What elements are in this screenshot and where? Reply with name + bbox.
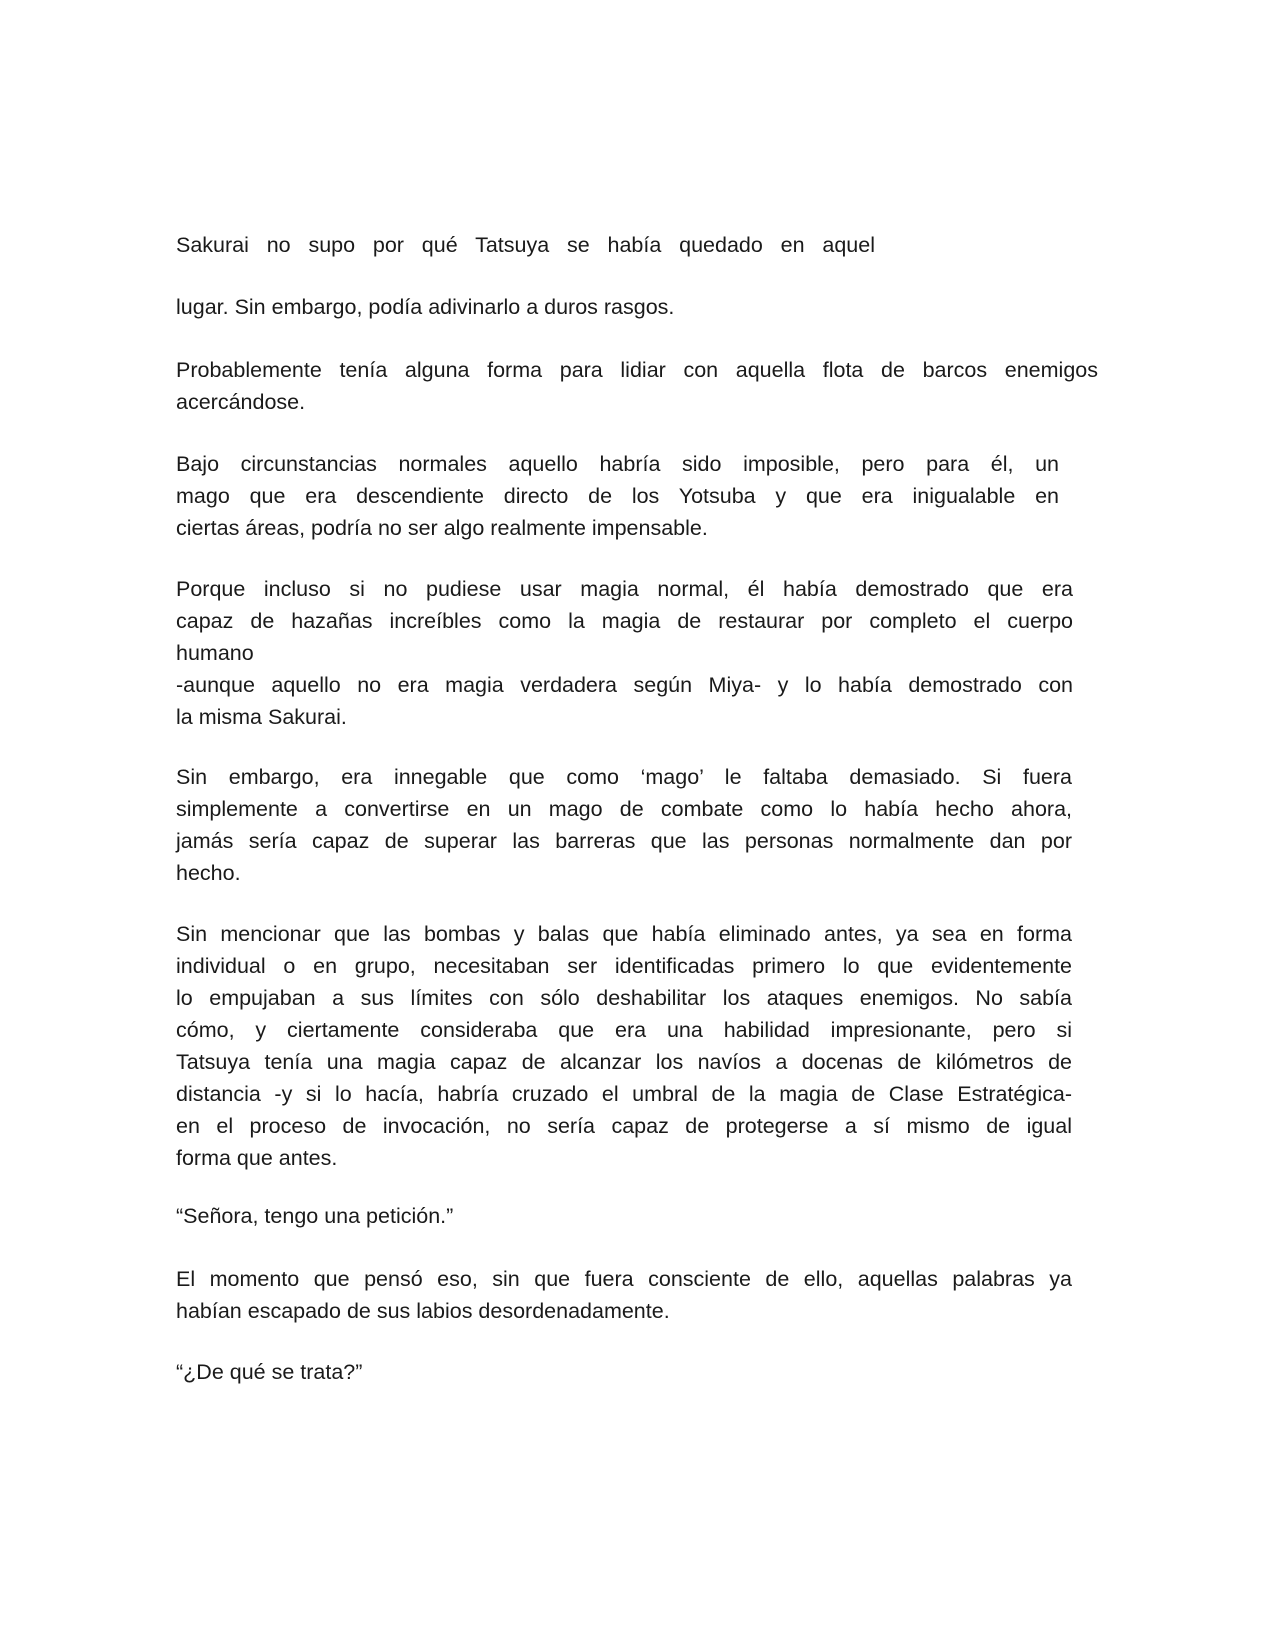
text-line: en el proceso de invocación, no sería capaz de protegerse a sí mismo de igual bbox=[176, 1114, 1072, 1138]
text-line: Probablemente tenía alguna forma para lidiar con aquella flota de barcos enemigos bbox=[176, 358, 1098, 382]
paragraph bbox=[176, 448, 1059, 544]
paragraph bbox=[176, 761, 1072, 889]
text-line: Sin mencionar que las bombas y balas que había eliminado antes, ya sea en forma bbox=[176, 922, 1072, 946]
text-line: humano bbox=[176, 641, 254, 665]
text-line: capaz de hazañas increíbles como la magia de restaurar por completo el cuerpo bbox=[176, 609, 1073, 633]
paragraph bbox=[176, 291, 876, 323]
paragraph bbox=[176, 1263, 1072, 1327]
text-line: ciertas áreas, podría no ser algo realmente impensable. bbox=[176, 516, 708, 540]
text-line: lugar. Sin embargo, podía adivinarlo a duros rasgos. bbox=[176, 295, 675, 319]
text-line: hecho. bbox=[176, 861, 241, 885]
text-line: jamás sería capaz de superar las barreras que las personas normalmente dan por bbox=[176, 829, 1072, 853]
paragraph bbox=[176, 354, 1098, 418]
text-line: habían escapado de sus labios desordenadamente. bbox=[176, 1299, 670, 1323]
paragraph bbox=[176, 229, 875, 261]
text-line: Tatsuya tenía una magia capaz de alcanzar los navíos a docenas de kilómetros de bbox=[176, 1050, 1072, 1074]
text-line: acercándose. bbox=[176, 390, 306, 414]
text-line: mago que era descendiente directo de los Yotsuba y que era inigualable en bbox=[176, 484, 1059, 508]
text-line: -aunque aquello no era magia verdadera según Miya- y lo había demostrado con bbox=[176, 673, 1073, 697]
text-line: El momento que pensó eso, sin que fuera consciente de ello, aquellas palabras ya bbox=[176, 1267, 1072, 1291]
text-line: lo empujaban a sus límites con sólo deshabilitar los ataques enemigos. No sabía bbox=[176, 986, 1072, 1010]
paragraph bbox=[176, 1356, 876, 1388]
text-line: forma que antes. bbox=[176, 1146, 338, 1170]
text-line: “¿De qué se trata?” bbox=[176, 1360, 363, 1384]
text-line: distancia -y si lo hacía, habría cruzado el umbral de la magia de Clase Estratégica- bbox=[176, 1082, 1072, 1106]
text-line: “Señora, tengo una petición.” bbox=[176, 1204, 454, 1228]
text-line: simplemente a convertirse en un mago de combate como lo había hecho ahora, bbox=[176, 797, 1072, 821]
text-line: Porque incluso si no pudiese usar magia normal, él había demostrado que era bbox=[176, 577, 1073, 601]
paragraph bbox=[176, 918, 1072, 1174]
text-line: individual o en grupo, necesitaban ser identificadas primero lo que evidentemente bbox=[176, 954, 1072, 978]
text-line: Sakurai no supo por qué Tatsuya se había quedado en aquel bbox=[176, 233, 875, 257]
text-line: la misma Sakurai. bbox=[176, 705, 347, 729]
text-line: cómo, y ciertamente consideraba que era una habilidad impresionante, pero si bbox=[176, 1018, 1072, 1042]
text-line: Sin embargo, era innegable que como ‘mago’ le faltaba demasiado. Si fuera bbox=[176, 765, 1072, 789]
text-line: Bajo circunstancias normales aquello habría sido imposible, pero para él, un bbox=[176, 452, 1059, 476]
paragraph bbox=[176, 1200, 876, 1232]
paragraph bbox=[176, 573, 1073, 733]
